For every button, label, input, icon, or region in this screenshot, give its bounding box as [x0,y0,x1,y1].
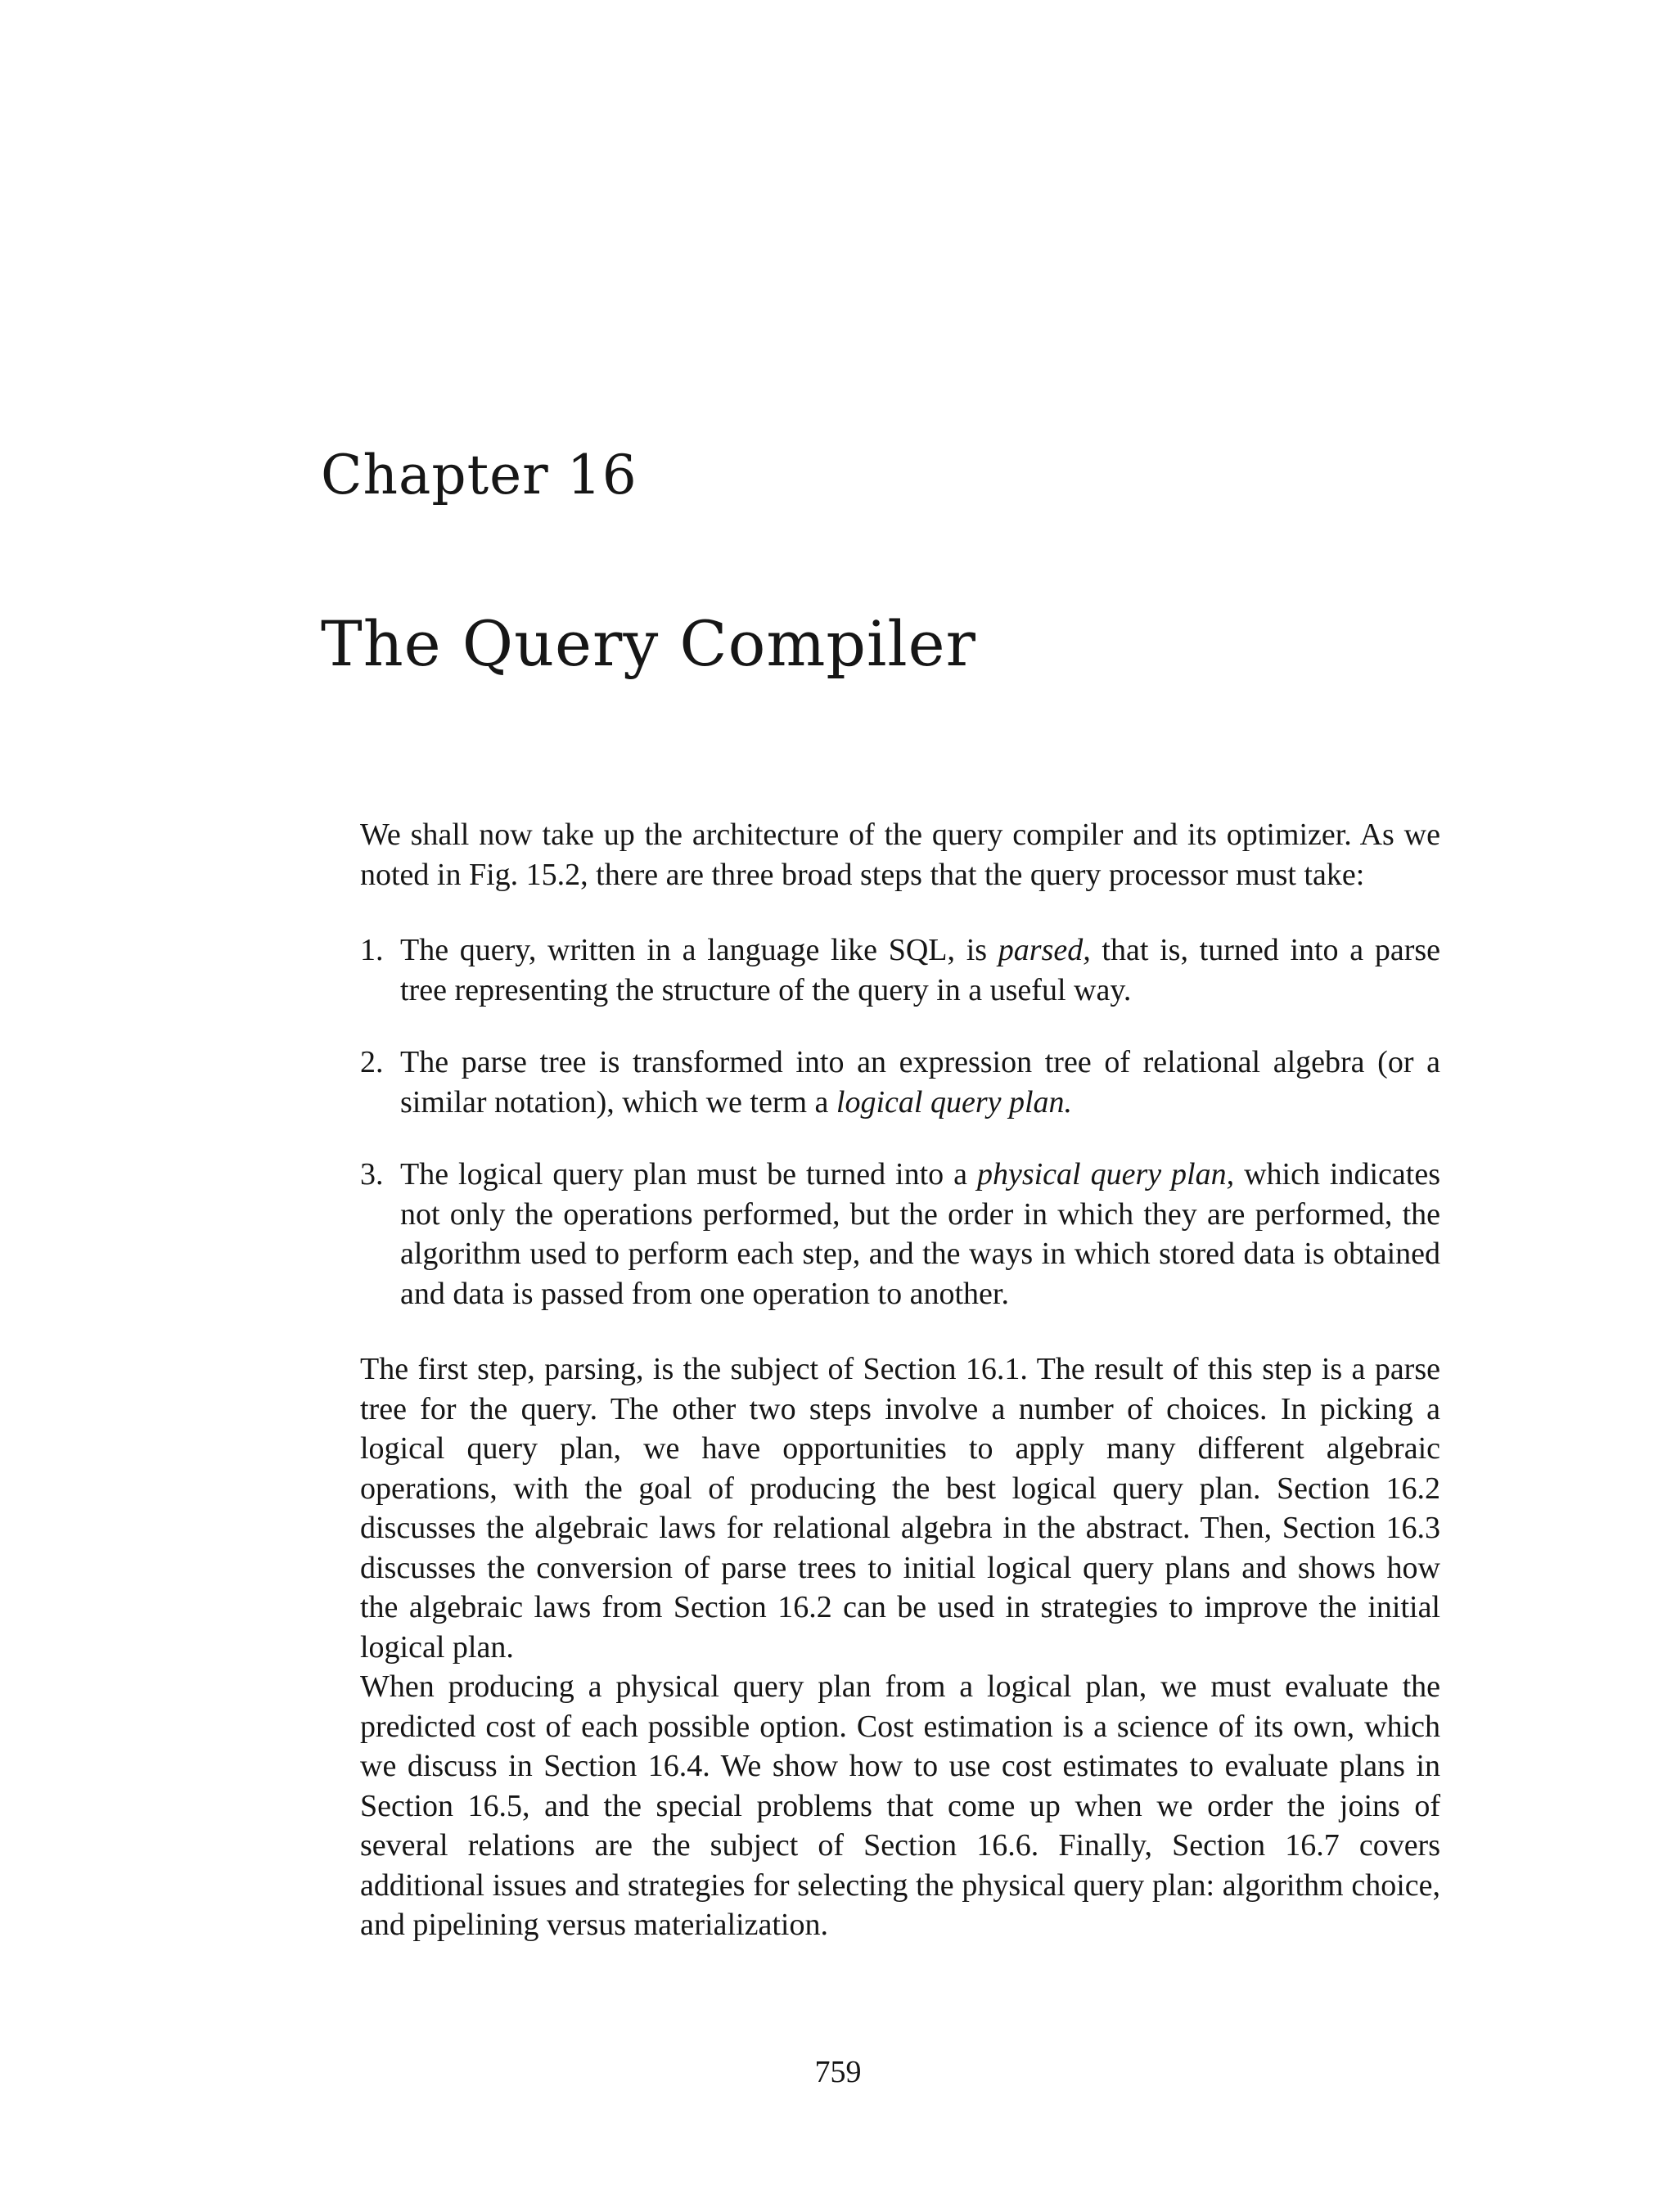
step-text: that is, turned into a parse tree representing the structure of the query in a useful way. [400,933,1441,1007]
step-text: The parse tree is transformed into an expression tree of relational algebra (or a similar notation), which we term a [400,1045,1440,1120]
page-number: 759 [814,2055,862,2089]
paragraph-text: When producing a physical query plan from a logical plan, we must evaluate the predicted cost of each possible option. Cost estimation is a science of its own, which we discuss in Section 16.4. We show how to use cost estimates to evaluate plans in Section 16.5, and the special problems that come up when we order the joins of several relations are the subject of Section 16.6. Finally, Section 16.7 covers additional issues and strategies for selecting the physical query plan: algorithm choice, and pipelining versus materialization. [360,1669,1440,1942]
step-text: The query, written in a language like SQL, is [400,933,998,967]
step-term: logical query plan. [836,1084,1073,1120]
step-item-3 [360,1155,1440,1313]
body-paragraph-parsing: The first step, parsing, is the subject of Section 16.1. The result of this step is a parse tree for the query. The other two steps involve a number of choices. In picking a logical query plan, we have opportunities to apply many different algebraic operations, with the goal of producing the best logical query plan. Section 16.2 discusses the algebraic laws for relational algebra in the abstract. Then, Section 16.3 discusses the conversion of parse trees to initial logical query plans and shows how the algebraic laws from Section 16.2 can be used in strategies to improve the initial logical plan. [360,1352,1440,1665]
chapter-title: The Query Compiler [321,607,976,680]
step-term: parsed, [998,933,1091,967]
body-paragraph-cost [360,1667,1440,1945]
step-item-1 [360,930,1440,1010]
chapter-label: Chapter 16 [321,444,638,507]
chapter-body [360,815,1440,1945]
step-term: physical query plan, [976,1157,1235,1192]
step-item-2 [360,1043,1440,1122]
intro-paragraph: We shall now take up the architecture of the query compiler and its optimizer. As we noted in Fig. 15.2, there are three broad steps that the query processor must take: [360,818,1440,892]
step-text: The logical query plan must be turned into a [400,1157,977,1192]
step-number: 2. [360,1045,384,1079]
step-text: which indicates not only the operations performed, but the order in which they are performed, the algorithm used to perform each step, and the ways in which stored data is obtained and data is passed from one operation to another. [400,1157,1440,1311]
step-number: 3. [360,1157,384,1192]
processing-steps-list [360,930,1440,1313]
step-number: 1. [360,933,384,967]
